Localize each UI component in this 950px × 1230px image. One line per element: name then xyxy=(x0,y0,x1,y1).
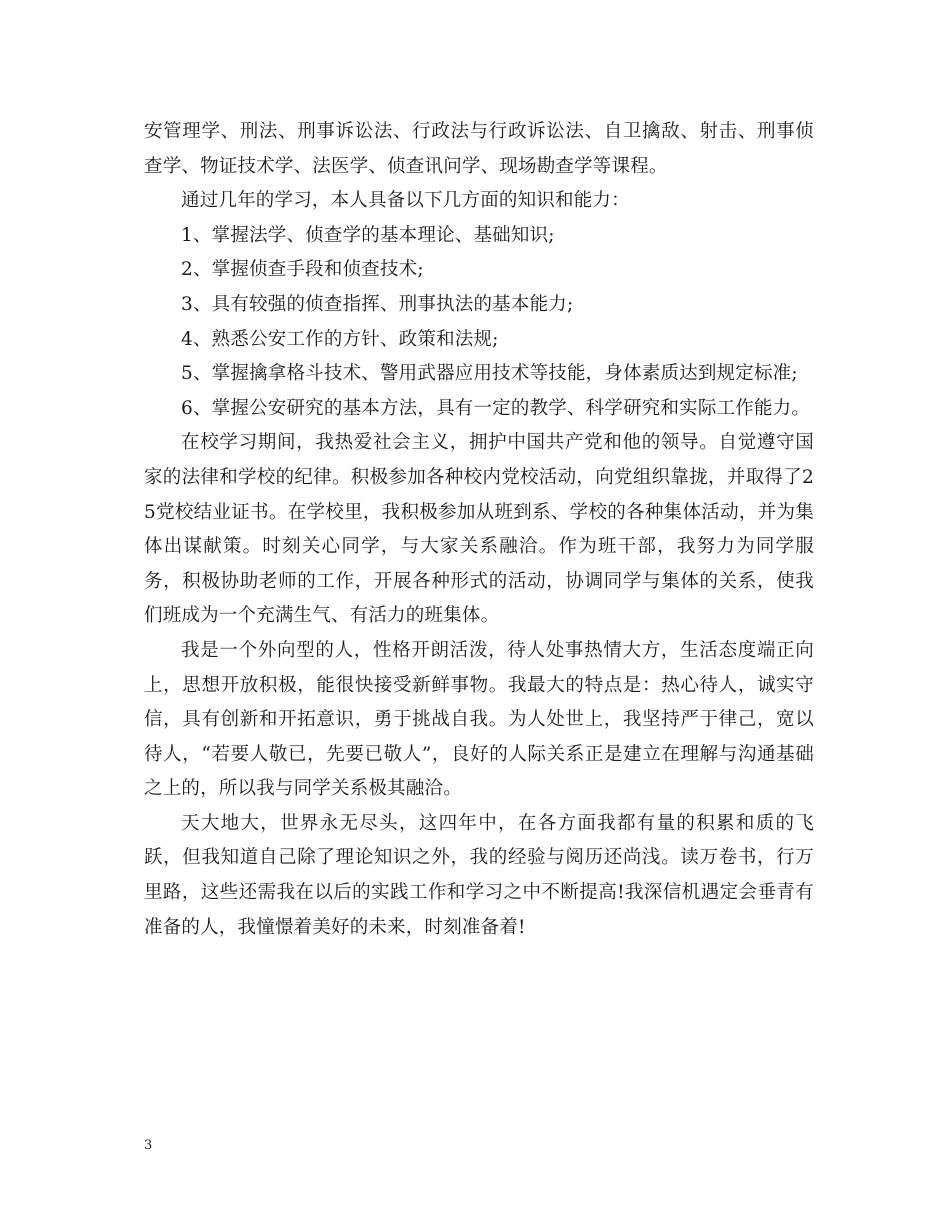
document-body xyxy=(144,115,814,945)
paragraph-personality: 我是一个外向型的人，性格开朗活泼，待人处事热情大方，生活态度端正向上，思想开放积极，能很快接受新鲜事物。我最大的特点是：热心待人，诚实守信，具有创新和开拓意识，勇于挑战自我。为人处世上，我坚持严于律己，宽以待人，“若要人敬已，先要已敬人”，良好的人际关系正是建立在理解与沟通基础之上的，所以我与同学关系极其融洽。 xyxy=(144,639,814,800)
list-item-ability-4: 4、熟悉公安工作的方针、政策和法规; xyxy=(181,328,499,350)
list-item-ability-1: 1、掌握法学、侦查学的基本理论、基础知识; xyxy=(181,224,555,246)
paragraph-courses: 安管理学、刑法、刑事诉讼法、行政法与行政诉讼法、自卫擒敌、射击、刑事侦查学、物证技术学、法医学、侦查讯问学、现场勘查学等课程。 xyxy=(144,121,814,177)
paragraph-school-life: 在校学习期间，我热爱社会主义，拥护中国共产党和他的领导。自觉遵守国家的法律和学校的纪律。积极参加各种校内党校活动，向党组织靠拢，并取得了25党校结业证书。在学校里，我积极参加从班到系、学校的各种集体活动，并为集体出谋献策。时刻关心同学，与大家关系融洽。作为班干部，我努力为同学服务，积极协助老师的工作，开展各种形式的活动，协调同学与集体的关系，使我们班成为一个充满生气、有活力的班集体。 xyxy=(144,432,814,627)
paragraph-abilities-intro: 通过几年的学习，本人具备以下几方面的知识和能力： xyxy=(181,190,630,212)
list-item-ability-2: 2、掌握侦查手段和侦查技术; xyxy=(181,259,424,281)
paragraph-conclusion: 天大地大，世界永无尽头，这四年中，在各方面我都有量的积累和质的飞跃，但我知道自己除了理论知识之外，我的经验与阅历还尚浅。读万卷书，行万里路，这些还需我在以后的实践工作和学习之中不断提高!我深信机遇定会垂青有准备的人，我憧憬着美好的未来，时刻准备着! xyxy=(144,812,814,938)
page-number: 3 xyxy=(144,1138,153,1153)
list-item-ability-6: 6、掌握公安研究的基本方法，具有一定的教学、科学研究和实际工作能力。 xyxy=(181,397,811,419)
list-item-ability-3: 3、具有较强的侦查指挥、刑事执法的基本能力; xyxy=(181,293,574,315)
list-item-ability-5: 5、掌握擒拿格斗技术、警用武器应用技术等技能，身体素质达到规定标准; xyxy=(181,363,798,385)
